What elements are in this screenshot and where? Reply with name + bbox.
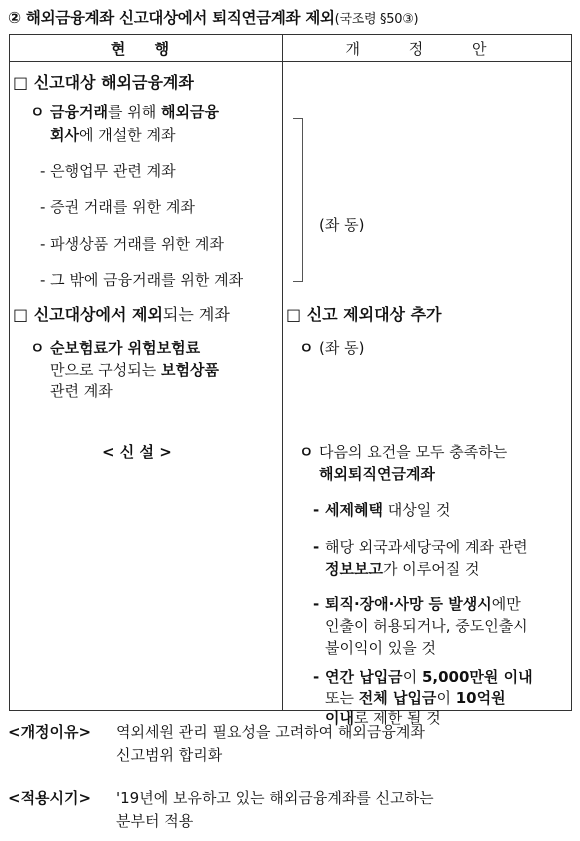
revised-column	[283, 62, 571, 727]
bracket-divider	[293, 118, 303, 282]
item1-line2	[50, 124, 175, 146]
c4-line1	[325, 666, 533, 688]
title-reference: (국조령 §50③)	[334, 12, 419, 27]
c4-dash: -	[313, 668, 320, 686]
effective-line2: 분부터 적용	[116, 812, 194, 830]
current-box-excluded	[13, 304, 230, 326]
comparison-table	[9, 34, 572, 727]
item2-text: 만으로 구성되는	[50, 361, 161, 379]
sub-item-derivatives: - 파생상품 거래를 위한 계좌	[40, 235, 224, 253]
effective-date	[8, 787, 434, 833]
revised-box-exclusion-added: □ 신고 제외대상 추가	[286, 305, 442, 324]
c4-text: 10억원	[455, 689, 506, 707]
c4-text: 연간 납입금	[325, 668, 403, 686]
c3-line3: 불이익이 있을 것	[325, 639, 436, 657]
item1-mark: ㅇ	[30, 103, 45, 121]
c4-text: 이내	[325, 709, 354, 727]
c3-dash: -	[313, 595, 320, 613]
item2-line1: 순보험료가 위험보험료	[50, 339, 201, 357]
item1-line1	[50, 101, 219, 123]
item2-text: 보험상품	[160, 361, 219, 379]
header-current: 현 행	[10, 35, 283, 62]
section-title	[8, 6, 418, 28]
condition-mark: ㅇ	[299, 443, 314, 461]
item2-line2	[50, 359, 219, 381]
revision-reason	[8, 721, 425, 767]
reason-line2: 신고범위 합리화	[116, 746, 223, 764]
header-revised: 개 정 안	[283, 35, 572, 62]
item1-text: 금융거래	[50, 103, 108, 121]
condition-line2: 해외퇴직연금계좌	[319, 465, 435, 483]
same-as-left-2: (좌 동)	[319, 339, 365, 357]
new-provision-label: < 신 설 >	[102, 443, 172, 461]
c4-text: 5,000만원 이내	[421, 668, 533, 686]
c3-line2: 인출이 허용되거나, 중도인출시	[325, 617, 528, 635]
c2-dash: -	[313, 538, 320, 556]
c2-line1: 해당 외국과세당국에 계좌 관련	[325, 538, 528, 556]
effective-label: <적용시기>	[8, 789, 92, 807]
sub-item-bank: - 은행업무 관련 계좌	[40, 162, 176, 180]
c3-text: 에만	[491, 595, 521, 613]
same2-mark: ㅇ	[299, 339, 314, 357]
c2-line2	[325, 558, 479, 580]
c2-text: 가 이루어질 것	[382, 560, 480, 578]
same-as-left-1: (좌 동)	[319, 216, 365, 234]
sub-item-securities: - 증권 거래를 위한 계좌	[40, 198, 195, 216]
title-text: ② 해외금융계좌 신고대상에서 퇴직연금계좌 제외	[8, 9, 335, 27]
item2-line3: 관련 계좌	[50, 382, 113, 400]
item1-text: 에 개설한 계좌	[78, 126, 176, 144]
excluded-text: □ 신고대상에서 제외	[13, 305, 163, 324]
sub-item-other: - 그 밖에 금융거래를 위한 계좌	[40, 271, 244, 289]
condition-line1: 다음의 요건을 모두 충족하는	[319, 443, 508, 461]
c3-line1	[325, 593, 521, 615]
c2-text: 정보보고	[325, 560, 383, 578]
reason-label: <개정이유>	[8, 723, 92, 741]
c4-text: 또는	[325, 689, 359, 707]
item2-mark: ㅇ	[30, 339, 45, 357]
c1-text: 대상일 것	[382, 501, 451, 519]
item1-text: 를 위해	[107, 103, 161, 121]
effective-line1: '19년에 보유하고 있는 해외금융계좌를 신고하는	[116, 789, 434, 807]
c4-text: 이	[402, 668, 422, 686]
c1-text: 세제혜택	[325, 501, 383, 519]
item1-text: 해외금융	[160, 103, 219, 121]
c1-tax-benefit	[325, 499, 450, 521]
c4-text: 전체 납입금	[358, 689, 437, 707]
item1-text: 회사	[50, 126, 79, 144]
c4-text: 이	[436, 689, 456, 707]
current-box-reporting-target: □ 신고대상 해외금융계좌	[13, 73, 194, 92]
reason-line1: 역외세원 관리 필요성을 고려하여 해외금융계좌	[116, 723, 425, 741]
c4-text: 로 제한 될 것	[353, 709, 441, 727]
excluded-text: 되는 계좌	[162, 305, 230, 324]
c1-dash: -	[313, 501, 320, 519]
current-column	[10, 62, 282, 710]
c3-text: 퇴직·장애·사망 등 발생시	[325, 595, 492, 613]
